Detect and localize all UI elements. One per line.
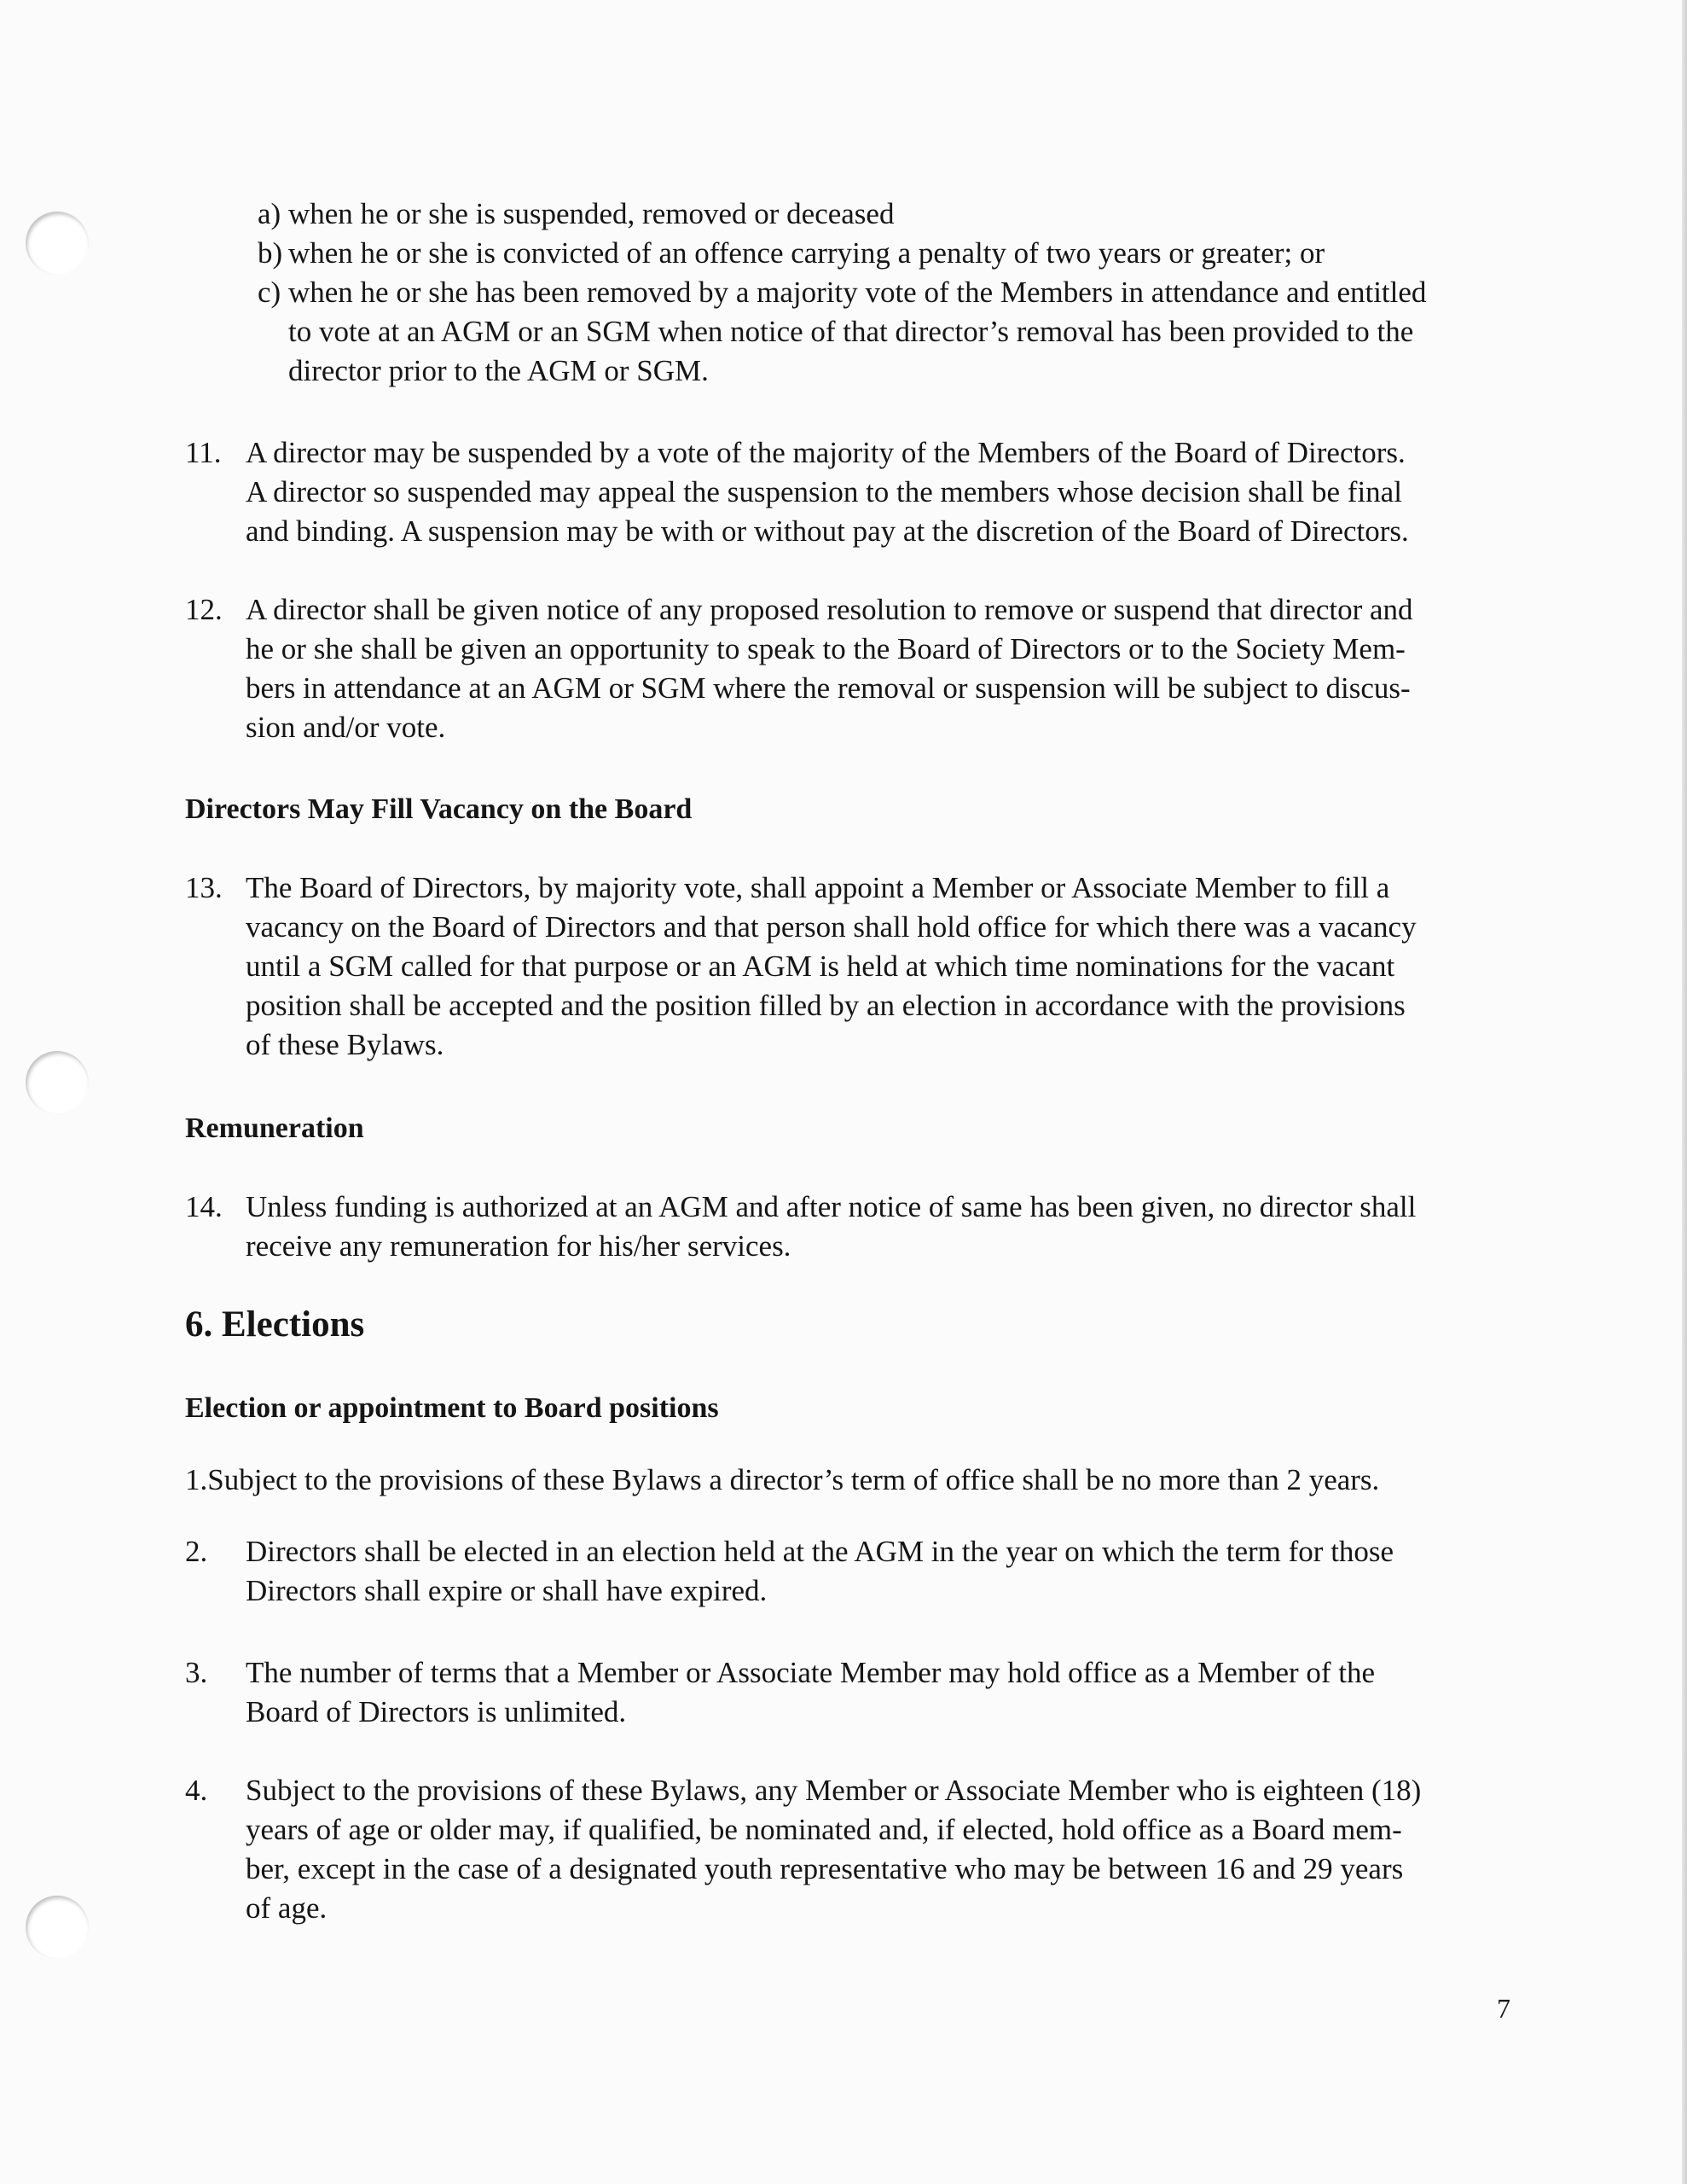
punch-hole: [26, 1051, 89, 1114]
clause-line: Board of Directors is unlimited.: [246, 1695, 627, 1728]
page-number: 7: [1497, 1993, 1510, 2024]
clause-line: and binding. A suspension may be with or without pay at the discretion of the Board of Directors.: [246, 514, 1409, 548]
heading-vacancy: Directors May Fill Vacancy on the Board: [185, 793, 693, 825]
clause-number: 12.: [185, 593, 223, 626]
clause-line: bers in attendance at an AGM or SGM where the removal or suspension will be subject to discus-: [246, 671, 1411, 705]
clause-line: A director shall be given notice of any proposed resolution to remove or suspend that director and: [246, 593, 1413, 626]
clause-line: of these Bylaws.: [246, 1028, 444, 1061]
item-line: when he or she is convicted of an offence carrying a penalty of two years or greater; or: [288, 236, 1325, 270]
clause-number: 4.: [185, 1774, 208, 1807]
clause-number: 3.: [185, 1656, 208, 1689]
heading-remuneration: Remuneration: [185, 1112, 364, 1144]
page-edge: [1682, 0, 1687, 2184]
clause-line: years of age or older may, if qualified, be nominated and, if elected, hold office as a Board mem-: [246, 1813, 1402, 1846]
item-line: to vote at an AGM or an SGM when notice of that director’s removal has been provided to the: [288, 315, 1414, 348]
clause-line: A director may be suspended by a vote of the majority of the Members of the Board of Directors.: [246, 436, 1406, 469]
clause-number: 2.: [185, 1535, 208, 1568]
clause-line: he or she shall be given an opportunity to speak to the Board of Directors or to the Society Mem-: [246, 632, 1406, 665]
clause-line: The number of terms that a Member or Associate Member may hold office as a Member of the: [246, 1656, 1376, 1689]
clause-line: vacancy on the Board of Directors and that person shall hold office for which there was a vacancy: [246, 910, 1417, 944]
punch-hole: [26, 1896, 89, 1959]
clause-line: A director so suspended may appeal the suspension to the members whose decision shall be final: [246, 475, 1402, 508]
section-title: 6. Elections: [185, 1304, 365, 1345]
clause-number: 14.: [185, 1190, 223, 1223]
clause-line: Unless funding is authorized at an AGM and after notice of same has been given, no director shall: [246, 1190, 1417, 1223]
clause-line: receive any remuneration for his/her services.: [246, 1229, 791, 1263]
item-letter: c): [258, 276, 281, 309]
item-line: director prior to the AGM or SGM.: [288, 354, 709, 387]
clause-line: Directors shall be elected in an election held at the AGM in the year on which the term for those: [246, 1535, 1394, 1568]
clause-line: sion and/or vote.: [246, 711, 446, 744]
clause-line: The Board of Directors, by majority vote, shall appoint a Member or Associate Member to fill a: [246, 871, 1390, 904]
heading-election: Election or appointment to Board positions: [185, 1392, 719, 1424]
item-letter: b): [258, 236, 283, 270]
item-line: when he or she has been removed by a majority vote of the Members in attendance and entitled: [288, 276, 1427, 309]
clause-line: position shall be accepted and the position filled by an election in accordance with the provisions: [246, 989, 1406, 1022]
clause-number: 11.: [185, 436, 222, 469]
punch-hole: [26, 212, 89, 275]
clause-line: Directors shall expire or shall have expired.: [246, 1574, 768, 1607]
clause-number: 13.: [185, 871, 223, 904]
clause-line: ber, except in the case of a designated youth representative who may be between 16 and 29 years: [246, 1852, 1404, 1885]
election-clause-1: 1.Subject to the provisions of these Bylaws a director’s term of office shall be no more than 2 years.: [185, 1463, 1380, 1496]
item-line: when he or she is suspended, removed or deceased: [288, 197, 895, 230]
item-letter: a): [258, 197, 281, 230]
clause-line: until a SGM called for that purpose or an AGM is held at which time nominations for the vacant: [246, 950, 1395, 983]
clause-line: Subject to the provisions of these Bylaws, any Member or Associate Member who is eighteen (18): [246, 1774, 1422, 1807]
clause-line: of age.: [246, 1891, 328, 1925]
